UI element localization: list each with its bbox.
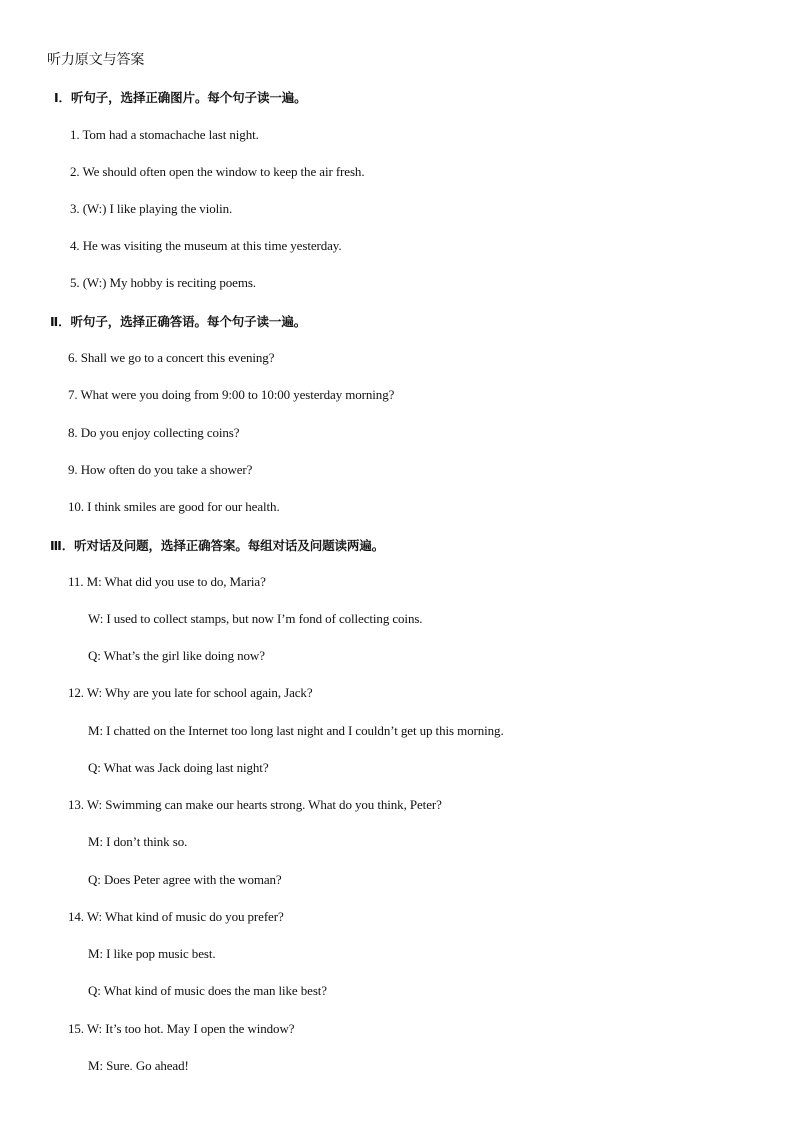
dialog-13-first: 13. W: Swimming can make our hearts strong. What do you think, Peter? <box>68 797 442 812</box>
dialog-12-first: 12. W: Why are you late for school again, Jack? <box>68 685 313 700</box>
dialog-12-line-2: Q: What was Jack doing last night? <box>88 760 269 775</box>
item-3: 3. (W:) I like playing the violin. <box>70 201 233 216</box>
dialog-15-first: 15. W: It’s too hot. May I open the window? <box>68 1021 295 1036</box>
item-6: 6. Shall we go to a concert this evening? <box>68 350 275 365</box>
dialog-11-line-1: W: I used to collect stamps, but now I’m fond of collecting coins. <box>88 611 423 626</box>
document-title: 听力原文与答案 <box>47 52 145 68</box>
section-3-heading: Ⅲ．听对话及问题，选择正确答案。每组对话及问题读两遍。 <box>50 538 385 553</box>
dialog-14-first: 14. W: What kind of music do you prefer? <box>68 909 284 924</box>
dialog-15-line-1: M: Sure. Go ahead! <box>88 1058 189 1073</box>
dialog-11-line-2: Q: What’s the girl like doing now? <box>88 648 265 663</box>
item-5: 5. (W:) My hobby is reciting poems. <box>70 275 256 290</box>
dialog-13-line-1: M: I don’t think so. <box>88 834 188 849</box>
dialog-11-first: 11. M: What did you use to do, Maria? <box>68 574 266 589</box>
item-1: 1. Tom had a stomachache last night. <box>70 127 259 142</box>
item-7: 7. What were you doing from 9:00 to 10:00 yesterday morning? <box>68 387 395 402</box>
item-9: 9. How often do you take a shower? <box>68 462 253 477</box>
dialog-12-line-1: M: I chatted on the Internet too long last night and I couldn’t get up this morning. <box>88 723 504 738</box>
item-10: 10. I think smiles are good for our health. <box>68 499 280 514</box>
dialog-14-line-1: M: I like pop music best. <box>88 946 216 961</box>
item-8: 8. Do you enjoy collecting coins? <box>68 425 240 440</box>
section-1-heading: Ⅰ．听句子，选择正确图片。每个句子读一遍。 <box>54 90 307 105</box>
item-2: 2. We should often open the window to keep the air fresh. <box>70 164 365 179</box>
dialog-13-line-2: Q: Does Peter agree with the woman? <box>88 872 282 887</box>
item-4: 4. He was visiting the museum at this time yesterday. <box>70 238 342 253</box>
section-2-heading: Ⅱ．听句子，选择正确答语。每个句子读一遍。 <box>50 314 307 329</box>
dialog-14-line-2: Q: What kind of music does the man like best? <box>88 983 327 998</box>
